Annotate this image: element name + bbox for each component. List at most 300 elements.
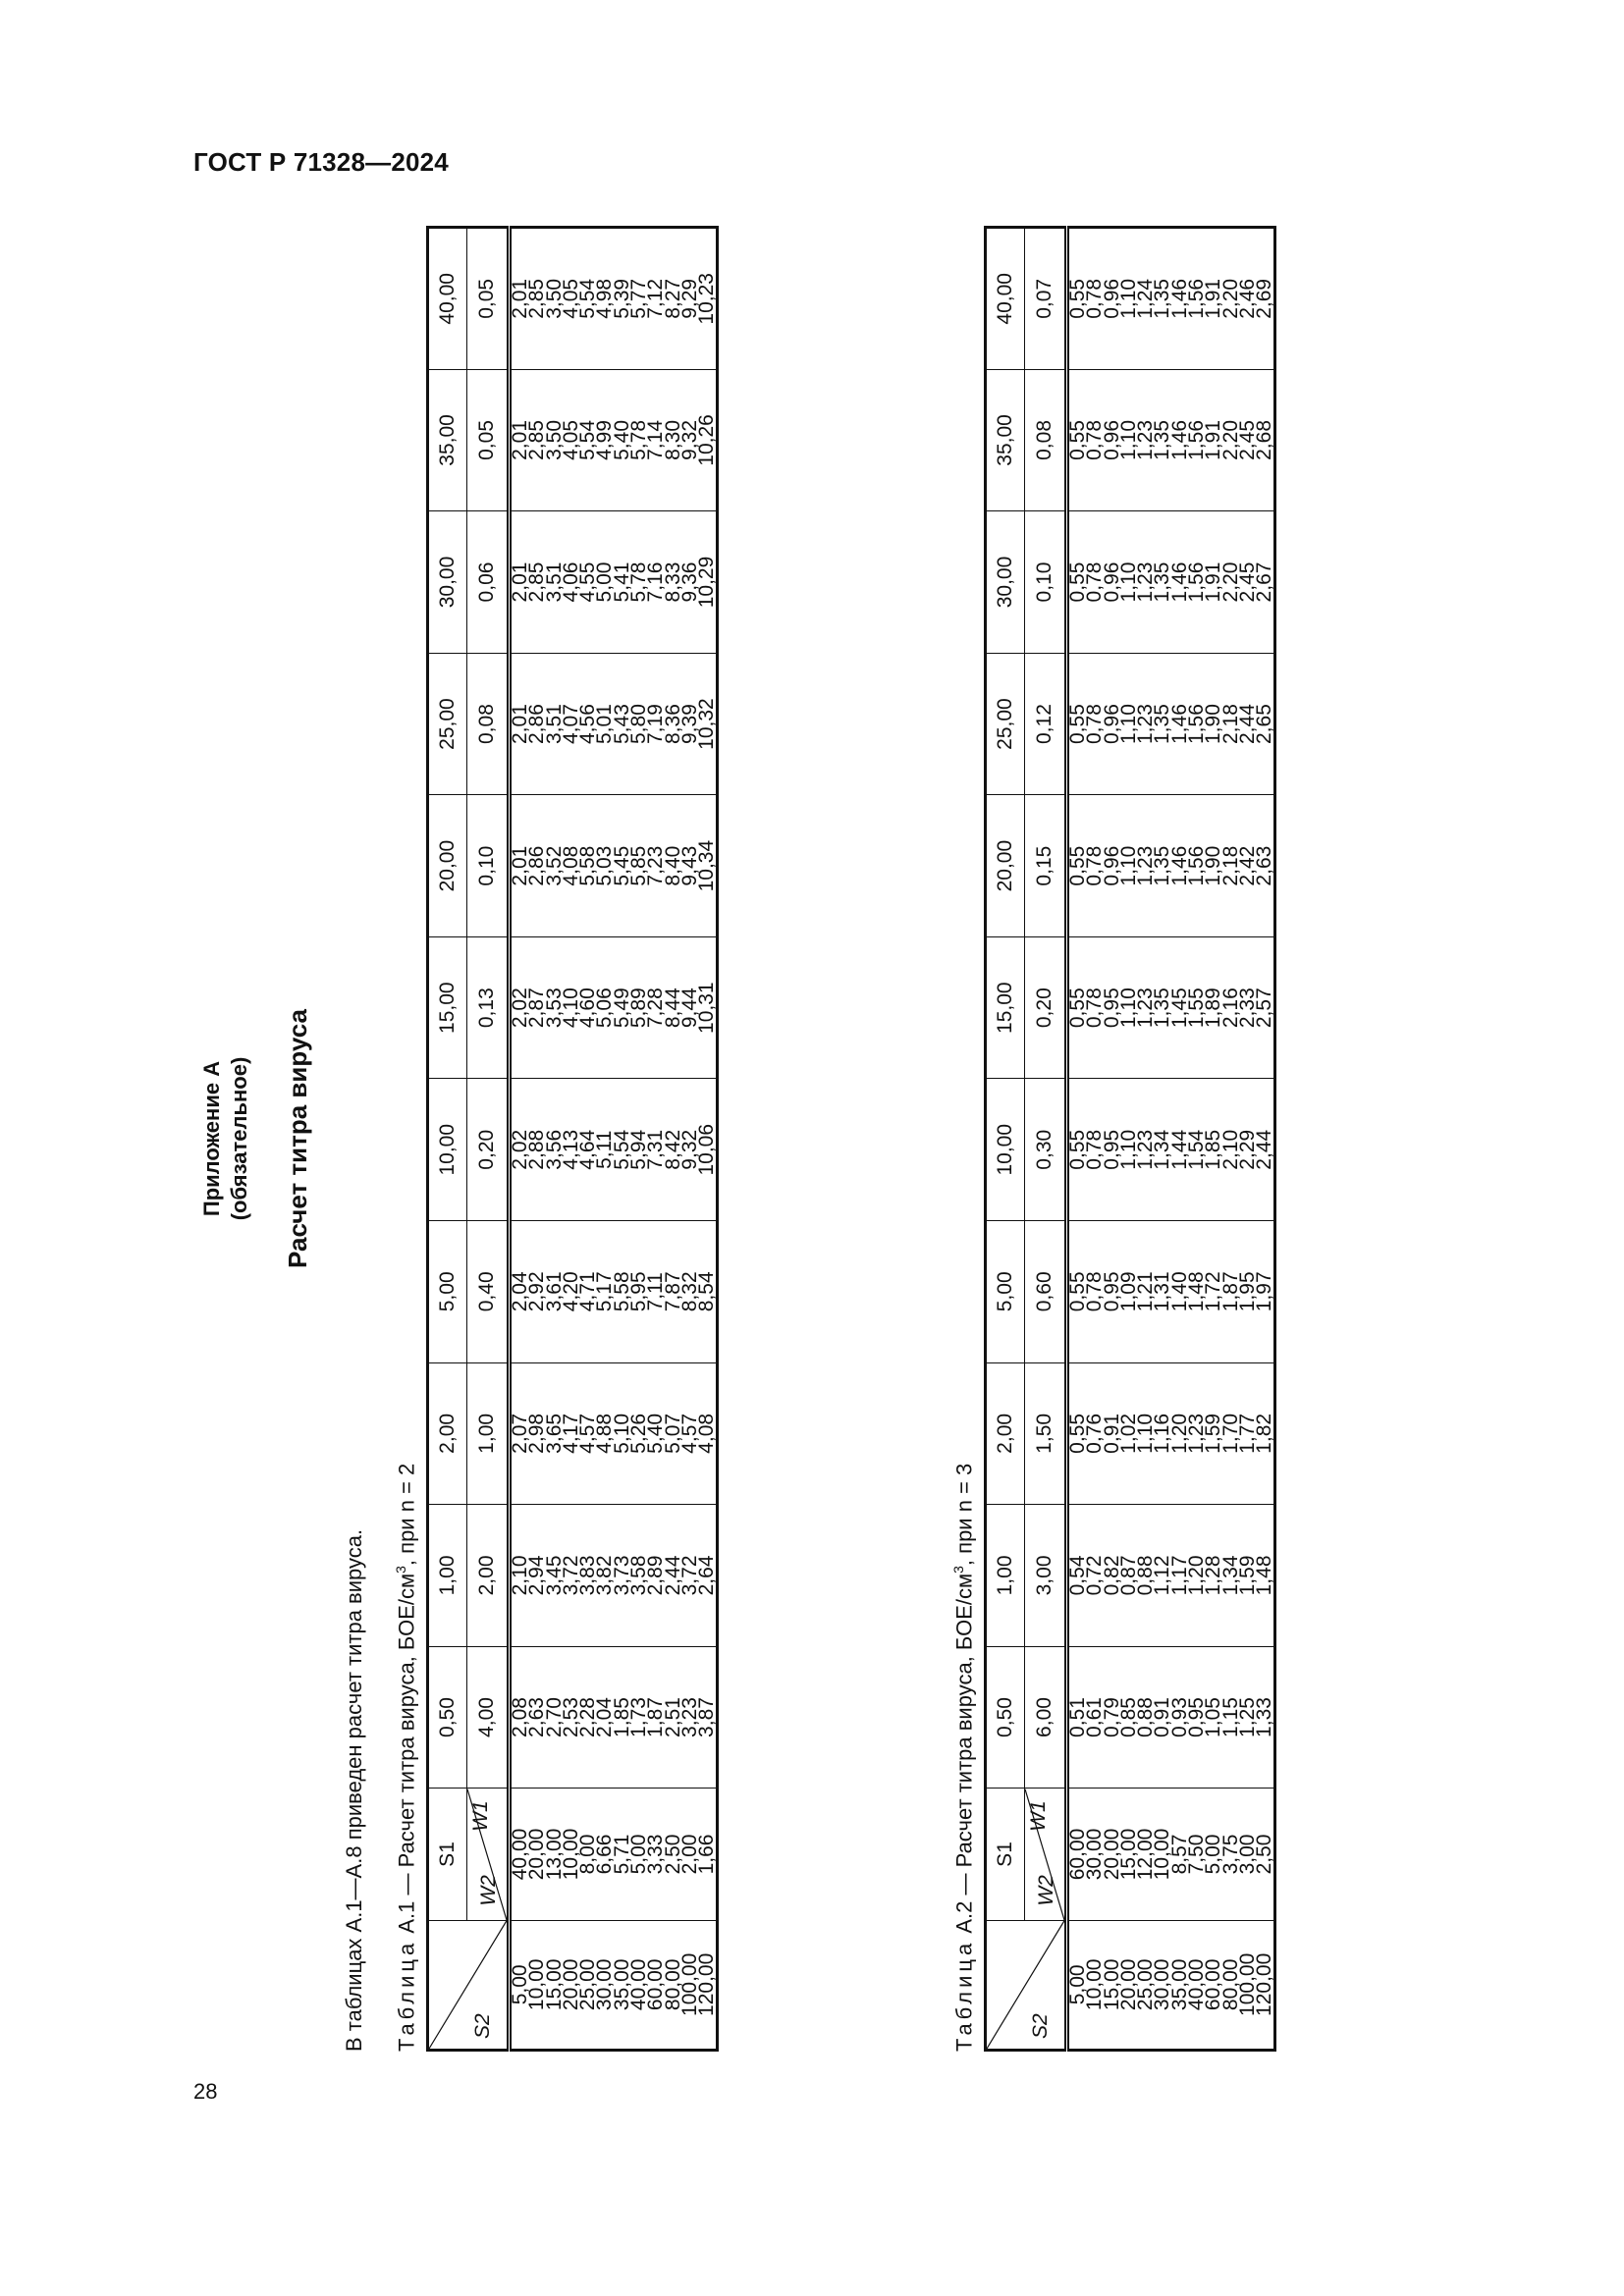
header-cell: 2,00 bbox=[428, 1362, 467, 1505]
table-cell-value: 4,57 bbox=[677, 1413, 701, 1454]
table-cell-value: 2,50 bbox=[661, 1834, 684, 1875]
table-cell-value: 7,87 bbox=[661, 1271, 684, 1312]
table-cell-value: 2,20 bbox=[1218, 278, 1242, 319]
table-cell-value: 8,00 bbox=[576, 1834, 600, 1875]
table-cell-value: 0,78 bbox=[1083, 704, 1107, 744]
header-cell: 35,00 bbox=[428, 369, 467, 511]
table-cell-value: 7,28 bbox=[644, 988, 668, 1029]
table-cell-value: 80,00 bbox=[661, 1958, 684, 2011]
table-cell-value: 1,35 bbox=[1151, 561, 1174, 603]
header-cell: 0,10 bbox=[1025, 511, 1067, 654]
table-cell-value: 2,44 bbox=[1253, 1129, 1276, 1170]
table-cell-value: 1,10 bbox=[1116, 420, 1140, 460]
header-cell: 0,15 bbox=[1025, 795, 1067, 937]
w2-label: W2 bbox=[1035, 1875, 1057, 1906]
document-id: ГОСТ Р 71328—2024 bbox=[193, 147, 449, 177]
table-cell-value: 5,54 bbox=[610, 1129, 633, 1170]
table-cell-value: 100,00 bbox=[677, 1952, 701, 2016]
table-cell-value: 2,70 bbox=[542, 1697, 566, 1737]
table-cell-value: 20,00 bbox=[525, 1828, 549, 1881]
table-cell-value: 2,20 bbox=[1218, 420, 1242, 460]
table-cell-value: 1,40 bbox=[1167, 1271, 1191, 1312]
table-cell-value: 3,82 bbox=[593, 1555, 617, 1596]
table-cell-value: 10,29 bbox=[695, 556, 719, 609]
table-cell-value: 3,72 bbox=[677, 1555, 701, 1596]
header-cell: 0,05 bbox=[467, 228, 510, 370]
table-cell-value: 4,99 bbox=[593, 420, 617, 460]
header-cell: 2,00 bbox=[467, 1505, 510, 1647]
appendix-title: Приложение А bbox=[199, 1060, 224, 1217]
value-column bbox=[510, 795, 718, 937]
header-cell: 3,00 bbox=[1025, 1505, 1067, 1647]
table-cell-value: 5,43 bbox=[610, 704, 633, 744]
table-cell-value: 35,00 bbox=[610, 1958, 633, 2011]
table-cell-value: 0,78 bbox=[1083, 845, 1107, 886]
table-cell-value: 0,55 bbox=[1066, 420, 1089, 460]
header-cell: 5,00 bbox=[986, 1221, 1025, 1363]
table-cell-value: 2,45 bbox=[1235, 420, 1259, 460]
table-cell-value: 2,85 bbox=[525, 278, 549, 319]
table-cell-value: 1,46 bbox=[1167, 278, 1191, 319]
s2-header-cell bbox=[986, 1920, 1067, 2050]
header-cell: 0,05 bbox=[467, 369, 510, 511]
table-cell-value: 5,00 bbox=[1202, 1834, 1225, 1875]
table-cell-value: 1,16 bbox=[1151, 1413, 1174, 1454]
table-cell-value: 2,04 bbox=[593, 1697, 617, 1737]
table-cell-value: 7,11 bbox=[644, 1272, 668, 1311]
table-cell-value: 2,94 bbox=[525, 1555, 549, 1596]
table-cell-value: 9,44 bbox=[677, 988, 701, 1029]
table-cell-value: 20,00 bbox=[1116, 1958, 1140, 2011]
table-cell-value: 0,55 bbox=[1066, 1413, 1089, 1454]
table-cell-value: 2,65 bbox=[1253, 704, 1276, 744]
table-cell-value: 1,23 bbox=[1185, 1413, 1209, 1454]
header-cell: 25,00 bbox=[986, 653, 1025, 795]
header-cell: 0,08 bbox=[467, 653, 510, 795]
table-cell-value: 2,44 bbox=[661, 1555, 684, 1596]
table-cell-value: 1,85 bbox=[610, 1697, 633, 1737]
table-cell-value: 4,64 bbox=[576, 1129, 600, 1170]
table-cell-value: 3,50 bbox=[542, 420, 566, 460]
table-cell-value: 0,96 bbox=[1100, 845, 1123, 886]
table-cell-value: 4,57 bbox=[576, 1413, 600, 1454]
table-cell-value: 2,63 bbox=[1253, 845, 1276, 886]
table-cell-value: 1,66 bbox=[695, 1834, 719, 1875]
table-cell-value: 0,55 bbox=[1066, 561, 1089, 603]
header-cell: 30,00 bbox=[428, 511, 467, 654]
table-cell-value: 0,72 bbox=[1083, 1555, 1107, 1596]
header-cell: 5,00 bbox=[428, 1221, 467, 1363]
s2-column bbox=[510, 1920, 718, 2050]
table-body-row bbox=[510, 228, 718, 2051]
table-cell-value: 8,32 bbox=[677, 1271, 701, 1312]
table-cell-value: 5,45 bbox=[610, 845, 633, 886]
table-cell-value: 1,55 bbox=[1185, 988, 1209, 1029]
table-cell-value: 1,23 bbox=[1134, 1129, 1158, 1170]
value-column bbox=[1067, 1505, 1275, 1647]
value-column bbox=[510, 1221, 718, 1363]
table-cell-value: 10,31 bbox=[695, 982, 719, 1034]
table-cell-value: 5,06 bbox=[593, 988, 617, 1029]
table-cell-value: 2,16 bbox=[1218, 988, 1242, 1029]
table-cell-value: 6,66 bbox=[593, 1834, 617, 1875]
table-cell-value: 1,35 bbox=[1151, 845, 1174, 886]
table-cell-value: 2,42 bbox=[1235, 845, 1259, 886]
table-cell-value: 2,85 bbox=[525, 561, 549, 603]
table-cell-value: 1,72 bbox=[1202, 1271, 1225, 1312]
table-cell-value: 10,00 bbox=[1151, 1828, 1174, 1881]
table-body-row bbox=[1067, 228, 1275, 2051]
table-cell-value: 9,32 bbox=[677, 420, 701, 460]
table-cell-value: 0,55 bbox=[1066, 988, 1089, 1029]
table-cell-value: 1,10 bbox=[1116, 1129, 1140, 1170]
table-cell-value: 0,96 bbox=[1100, 561, 1123, 603]
table-cell-value: 5,89 bbox=[627, 988, 651, 1029]
value-column bbox=[1067, 228, 1275, 370]
table-cell-value: 2,92 bbox=[525, 1271, 549, 1312]
w1-label: W1 bbox=[1027, 1800, 1050, 1832]
table-cell-value: 1,59 bbox=[1202, 1413, 1225, 1454]
table-cell-value: 60,00 bbox=[1066, 1828, 1089, 1881]
table-cell-value: 5,07 bbox=[661, 1413, 684, 1454]
table-cell-value: 1,34 bbox=[1218, 1555, 1242, 1596]
table-cell-value: 120,00 bbox=[695, 1952, 719, 2016]
table-cell-value: 0,95 bbox=[1185, 1697, 1209, 1737]
table2-caption: Таблица А.2 — Расчет титра вируса, БОЕ/$см^3$, при n = 3 bbox=[950, 1463, 977, 2052]
table-cell-value: 3,75 bbox=[1218, 1834, 1242, 1875]
table-cell-value: 4,05 bbox=[559, 278, 582, 319]
table-cell-value: 1,02 bbox=[1116, 1413, 1140, 1454]
header-cell: 0,07 bbox=[1025, 228, 1067, 370]
value-column bbox=[1067, 1646, 1275, 1789]
table-cell-value: 25,00 bbox=[1134, 1958, 1158, 2011]
header-cell: 35,00 bbox=[986, 369, 1025, 511]
table-cell-value: 8,27 bbox=[661, 278, 684, 319]
table-cell-value: 3,56 bbox=[542, 1129, 566, 1170]
table-cell-value: 0,93 bbox=[1167, 1697, 1191, 1737]
table-cell-value: 0,78 bbox=[1083, 988, 1107, 1029]
header-cell: 1,00 bbox=[428, 1505, 467, 1647]
table-cell-value: 1,35 bbox=[1151, 420, 1174, 460]
table-cell-value: 2,01 bbox=[509, 704, 531, 744]
header-cell: 0,40 bbox=[467, 1221, 510, 1363]
value-column bbox=[510, 1362, 718, 1505]
table-cell-value: 1,91 bbox=[1202, 420, 1225, 460]
table-cell-value: 5,49 bbox=[610, 988, 633, 1029]
table-cell-value: 2,53 bbox=[559, 1697, 582, 1737]
table1-caption: Таблица А.1 — Расчет титра вируса, БОЕ/$см^3$, при n = 2 bbox=[393, 1463, 419, 2052]
table-cell-value: 2,02 bbox=[509, 1129, 531, 1170]
value-column bbox=[510, 228, 718, 370]
table-cell-value: 2,86 bbox=[525, 845, 549, 886]
table-cell-value: 5,58 bbox=[576, 845, 600, 886]
table-cell-value: 9,36 bbox=[677, 561, 701, 603]
rotated-content bbox=[199, 226, 1512, 2052]
table-cell-value: 2,98 bbox=[525, 1413, 549, 1454]
table-cell-value: 1,90 bbox=[1202, 845, 1225, 886]
table-cell-value: 1,35 bbox=[1151, 704, 1174, 744]
table-cell-value: 9,43 bbox=[677, 845, 701, 886]
table-cell-value: 5,26 bbox=[627, 1413, 651, 1454]
table-cell-value: 1,10 bbox=[1116, 988, 1140, 1029]
value-column bbox=[510, 369, 718, 511]
w2-column bbox=[1067, 1789, 1275, 1920]
table-cell-value: 0,55 bbox=[1066, 1129, 1089, 1170]
table-cell-value: 1,87 bbox=[1218, 1271, 1242, 1312]
table-cell-value: 0,51 bbox=[1066, 1697, 1089, 1737]
table-cell-value: 15,00 bbox=[1116, 1828, 1140, 1881]
table-cell-value: 30,00 bbox=[1151, 1958, 1174, 2011]
value-column bbox=[1067, 369, 1275, 511]
table-cell-value: 40,00 bbox=[627, 1958, 651, 2011]
table-cell-value: 3,73 bbox=[610, 1555, 633, 1596]
table-cell-value: 3,23 bbox=[677, 1697, 701, 1737]
table-cell-value: 2,87 bbox=[525, 988, 549, 1029]
header-cell: 1,00 bbox=[986, 1505, 1025, 1647]
table-cell-value: 2,46 bbox=[1235, 278, 1259, 319]
table-cell-value: 10,00 bbox=[559, 1828, 582, 1881]
w2-label: W2 bbox=[477, 1875, 500, 1906]
table-cell-value: 3,52 bbox=[542, 845, 566, 886]
value-column bbox=[510, 511, 718, 654]
table-cell-value: 1,09 bbox=[1116, 1271, 1140, 1312]
table-cell-value: 5,40 bbox=[644, 1413, 668, 1454]
table-cell-value: 7,14 bbox=[644, 420, 668, 460]
table-cell-value: 2,29 bbox=[1235, 1129, 1259, 1170]
header-cell: 20,00 bbox=[986, 795, 1025, 937]
page-number: 28 bbox=[193, 2079, 218, 2104]
table-cell-value: 100,00 bbox=[1235, 1952, 1259, 2016]
table-cell-value: 2,20 bbox=[1218, 561, 1242, 603]
table-cell-value: 3,87 bbox=[695, 1697, 719, 1737]
header-cell: 40,00 bbox=[428, 228, 467, 370]
table-cell-value: 1,70 bbox=[1218, 1413, 1242, 1454]
header-cell: 20,00 bbox=[428, 795, 467, 937]
table-cell-value: 1,21 bbox=[1134, 1271, 1158, 1312]
value-column bbox=[510, 936, 718, 1079]
table-cell-value: 5,01 bbox=[593, 704, 617, 744]
table-cell-value: 4,13 bbox=[559, 1129, 582, 1170]
table-cell-value: 0,96 bbox=[1100, 420, 1123, 460]
table-cell-value: 7,50 bbox=[1185, 1834, 1209, 1875]
table-cell-value: 1,48 bbox=[1253, 1555, 1276, 1596]
table-cell-value: 7,23 bbox=[644, 845, 668, 886]
table-cell-value: 0,87 bbox=[1116, 1555, 1140, 1596]
header-cell: 0,12 bbox=[1025, 653, 1067, 795]
s2-label: S2 bbox=[471, 2013, 494, 2039]
header-cell: 0,60 bbox=[1025, 1221, 1067, 1363]
table-cell-value: 9,39 bbox=[677, 704, 701, 744]
table-cell-value: 0,82 bbox=[1100, 1555, 1123, 1596]
table-cell-value: 7,31 bbox=[644, 1129, 668, 1170]
s2-column bbox=[1067, 1920, 1275, 2050]
table-cell-value: 3,65 bbox=[542, 1413, 566, 1454]
value-column bbox=[510, 1646, 718, 1789]
table-cell-value: 2,01 bbox=[509, 561, 531, 603]
table-cell-value: 1,46 bbox=[1167, 420, 1191, 460]
table-cell-value: 0,96 bbox=[1100, 704, 1123, 744]
table-cell-value: 2,28 bbox=[576, 1697, 600, 1737]
table-cell-value: 13,00 bbox=[542, 1828, 566, 1881]
table-cell-value: 2,18 bbox=[1218, 704, 1242, 744]
table-cell-value: 3,83 bbox=[576, 1555, 600, 1596]
table-cell-value: 1,56 bbox=[1185, 845, 1209, 886]
table-cell-value: 0,76 bbox=[1083, 1413, 1107, 1454]
table-cell-value: 15,00 bbox=[1100, 1958, 1123, 2011]
table-cell-value: 1,10 bbox=[1116, 704, 1140, 744]
table-cell-value: 0,79 bbox=[1100, 1697, 1123, 1737]
table-cell-value: 3,00 bbox=[1235, 1834, 1259, 1875]
table-cell-value: 1,89 bbox=[1202, 988, 1225, 1029]
table-cell-value: 8,44 bbox=[661, 988, 684, 1029]
table-cell-value: 2,57 bbox=[1253, 988, 1276, 1029]
s2-label: S2 bbox=[1029, 2013, 1052, 2039]
header-cell: 1,50 bbox=[1025, 1362, 1067, 1505]
value-column bbox=[1067, 795, 1275, 937]
table-cell-value: 5,11 bbox=[593, 1130, 617, 1169]
table-cell-value: 4,08 bbox=[559, 845, 582, 886]
table-cell-value: 1,59 bbox=[1235, 1555, 1259, 1596]
table-cell-value: 1,46 bbox=[1167, 561, 1191, 603]
table-cell-value: 5,80 bbox=[627, 704, 651, 744]
w2-column bbox=[510, 1789, 718, 1920]
table-cell-value: 2,01 bbox=[509, 420, 531, 460]
table-cell-value: 5,54 bbox=[576, 420, 600, 460]
table-a1 bbox=[426, 226, 719, 2052]
table-cell-value: 4,88 bbox=[593, 1413, 617, 1454]
table-cell-value: 10,23 bbox=[695, 273, 719, 325]
table-cell-value: 2,45 bbox=[1235, 561, 1259, 603]
value-column bbox=[1067, 1362, 1275, 1505]
table-cell-value: 2,67 bbox=[1253, 561, 1276, 603]
header-cell: 10,00 bbox=[428, 1079, 467, 1221]
table-cell-value: 60,00 bbox=[644, 1958, 668, 2011]
table-cell-value: 0,91 bbox=[1100, 1413, 1123, 1454]
table-cell-value: 1,05 bbox=[1202, 1697, 1225, 1737]
table-cell-value: 1,23 bbox=[1134, 845, 1158, 886]
value-column bbox=[1067, 653, 1275, 795]
header-cell: 6,00 bbox=[1025, 1646, 1067, 1789]
table-cell-value: 4,10 bbox=[559, 988, 582, 1029]
table-cell-value: 5,00 bbox=[627, 1834, 651, 1875]
table-cell-value: 1,54 bbox=[1185, 1129, 1209, 1170]
table-cell-value: 1,85 bbox=[1202, 1129, 1225, 1170]
table-cell-value: 0,55 bbox=[1066, 278, 1089, 319]
header-cell: 0,50 bbox=[986, 1646, 1025, 1789]
table-cell-value: 5,54 bbox=[576, 278, 600, 319]
table-cell-value: 7,12 bbox=[644, 278, 668, 319]
table-cell-value: 10,06 bbox=[695, 1123, 719, 1176]
table-cell-value: 2,88 bbox=[525, 1129, 549, 1170]
table-cell-value: 4,05 bbox=[559, 420, 582, 460]
table-cell-value: 1,24 bbox=[1134, 278, 1158, 319]
table-cell-value: 0,61 bbox=[1083, 1697, 1107, 1737]
table-cell-value: 1,77 bbox=[1235, 1413, 1259, 1454]
table-cell-value: 4,60 bbox=[576, 988, 600, 1029]
table-cell-value: 1,12 bbox=[1151, 1555, 1174, 1596]
table-cell-value: 40,00 bbox=[1185, 1958, 1209, 2011]
table-cell-value: 5,41 bbox=[610, 561, 633, 603]
header-cell: 4,00 bbox=[467, 1646, 510, 1789]
table-cell-value: 0,78 bbox=[1083, 561, 1107, 603]
table-cell-value: 5,71 bbox=[610, 1834, 633, 1875]
s1-label: S1 bbox=[986, 1789, 1025, 1920]
table-cell-value: 30,00 bbox=[593, 1958, 617, 2011]
appendix-status: (обязательное) bbox=[227, 1056, 251, 1221]
table-cell-value: 2,85 bbox=[525, 420, 549, 460]
table-cell-value: 1,15 bbox=[1218, 1697, 1242, 1737]
header-cell: 0,30 bbox=[1025, 1079, 1067, 1221]
header-cell: 15,00 bbox=[428, 936, 467, 1079]
table-cell-value: 1,23 bbox=[1134, 988, 1158, 1029]
header-cell: 0,10 bbox=[467, 795, 510, 937]
intro-paragraph: В таблицах А.1—А.8 приведен расчет титра вируса. bbox=[342, 1528, 366, 2052]
table-cell-value: 1,45 bbox=[1167, 988, 1191, 1029]
table-cell-value: 5,77 bbox=[627, 278, 651, 319]
table-cell-value: 2,89 bbox=[644, 1555, 668, 1596]
table-cell-value: 5,78 bbox=[627, 420, 651, 460]
table-cell-value: 5,58 bbox=[610, 1271, 633, 1312]
table-cell-value: 1,17 bbox=[1167, 1555, 1191, 1596]
table-cell-value: 1,91 bbox=[1202, 561, 1225, 603]
table-cell-value: 2,04 bbox=[509, 1271, 531, 1312]
table-cell-value: 4,07 bbox=[559, 704, 582, 744]
table-cell-value: 4,17 bbox=[559, 1413, 582, 1454]
w-header-cell bbox=[467, 1789, 510, 1920]
table-cell-value: 5,78 bbox=[627, 561, 651, 603]
header-cell: 0,20 bbox=[1025, 936, 1067, 1079]
table-cell-value: 1,95 bbox=[1235, 1271, 1259, 1312]
table-cell-value: 1,10 bbox=[1116, 845, 1140, 886]
table-cell-value: 5,10 bbox=[610, 1413, 633, 1454]
table-a2 bbox=[984, 226, 1276, 2052]
table-cell-value: 0,95 bbox=[1100, 1129, 1123, 1170]
table-cell-value: 3,33 bbox=[644, 1834, 668, 1875]
table-cell-value: 2,68 bbox=[1253, 420, 1276, 460]
table-cell-value: 5,00 bbox=[509, 1964, 531, 2005]
header-cell: 15,00 bbox=[986, 936, 1025, 1079]
table-cell-value: 8,57 bbox=[1167, 1834, 1191, 1875]
header-cell: 0,50 bbox=[428, 1646, 467, 1789]
table-cell-value: 8,42 bbox=[661, 1129, 684, 1170]
table-cell-value: 1,90 bbox=[1202, 704, 1225, 744]
table-cell-value: 1,10 bbox=[1134, 1413, 1158, 1454]
table-cell-value: 1,48 bbox=[1185, 1271, 1209, 1312]
table-cell-value: 4,56 bbox=[576, 704, 600, 744]
table-cell-value: 3,50 bbox=[542, 278, 566, 319]
table-cell-value: 5,95 bbox=[627, 1271, 651, 1312]
table-cell-value: 8,30 bbox=[661, 420, 684, 460]
table-cell-value: 2,18 bbox=[1218, 845, 1242, 886]
table-cell-value: 2,10 bbox=[1218, 1129, 1242, 1170]
table-cell-value: 20,00 bbox=[1100, 1828, 1123, 1881]
value-column bbox=[1067, 936, 1275, 1079]
table-cell-value: 0,55 bbox=[1066, 1271, 1089, 1312]
header-cell: 0,13 bbox=[467, 936, 510, 1079]
table-cell-value: 1,46 bbox=[1167, 845, 1191, 886]
header-cell: 0,20 bbox=[467, 1079, 510, 1221]
table-cell-value: 8,40 bbox=[661, 845, 684, 886]
header-cell: 30,00 bbox=[986, 511, 1025, 654]
table-cell-value: 2,69 bbox=[1253, 278, 1276, 319]
table-cell-value: 0,78 bbox=[1083, 1271, 1107, 1312]
table-cell-value: 2,64 bbox=[695, 1555, 719, 1596]
table-cell-value: 8,33 bbox=[661, 561, 684, 603]
table-cell-value: 60,00 bbox=[1202, 1958, 1225, 2011]
table-cell-value: 7,16 bbox=[644, 561, 668, 603]
table-cell-value: 0,78 bbox=[1083, 1129, 1107, 1170]
table-cell-value: 12,00 bbox=[1134, 1828, 1158, 1881]
